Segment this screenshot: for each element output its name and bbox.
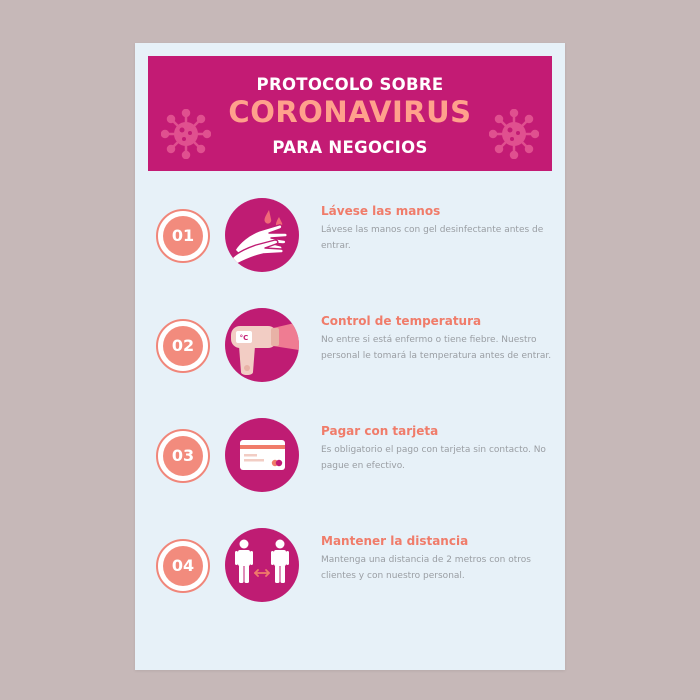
- step-title: Mantener la distancia: [321, 534, 469, 548]
- step-hand-washing: [135, 198, 565, 288]
- step-title: Lávese las manos: [321, 204, 441, 218]
- step-number-badge: [156, 539, 210, 593]
- step-description: Mantenga una distancia de 2 metros con otros clientes y con nuestro personal.: [321, 555, 531, 581]
- step-description: No entre si está enfermo o tiene fiebre. Nuestro personal le tomará la temperatura antes de entrar.: [321, 335, 552, 361]
- step-number: 04: [163, 546, 203, 586]
- step-temperature-check: [135, 308, 565, 398]
- step-number: 02: [163, 326, 203, 366]
- step-number-badge: [156, 209, 210, 263]
- poster-header-banner: [148, 56, 552, 171]
- step-card-payment: [135, 418, 565, 508]
- credit-card-icon: [225, 418, 299, 492]
- thermometer-gun-icon: [225, 308, 299, 382]
- step-number-badge: [156, 319, 210, 373]
- header-line-coronavirus: CORONAVIRUS: [228, 95, 472, 129]
- header-line-protocol: PROTOCOLO SOBRE: [256, 75, 444, 94]
- temperature-unit-label: °C: [239, 334, 249, 342]
- step-title: Control de temperatura: [321, 314, 482, 328]
- virus-icon: [489, 109, 539, 159]
- protocol-poster: [135, 43, 565, 670]
- step-description: Lávese las manos con gel desinfectante antes de entrar.: [321, 225, 544, 251]
- step-number-badge: [156, 429, 210, 483]
- step-title: Pagar con tarjeta: [321, 424, 439, 438]
- header-line-business: PARA NEGOCIOS: [272, 138, 428, 157]
- step-keep-distance: [135, 528, 565, 618]
- step-description: Es obligatorio el pago con tarjeta sin contacto. No pague en efectivo.: [321, 445, 546, 471]
- social-distance-icon: [225, 528, 299, 602]
- step-number: 03: [163, 436, 203, 476]
- step-number: 01: [163, 216, 203, 256]
- hand-washing-icon: [225, 198, 299, 272]
